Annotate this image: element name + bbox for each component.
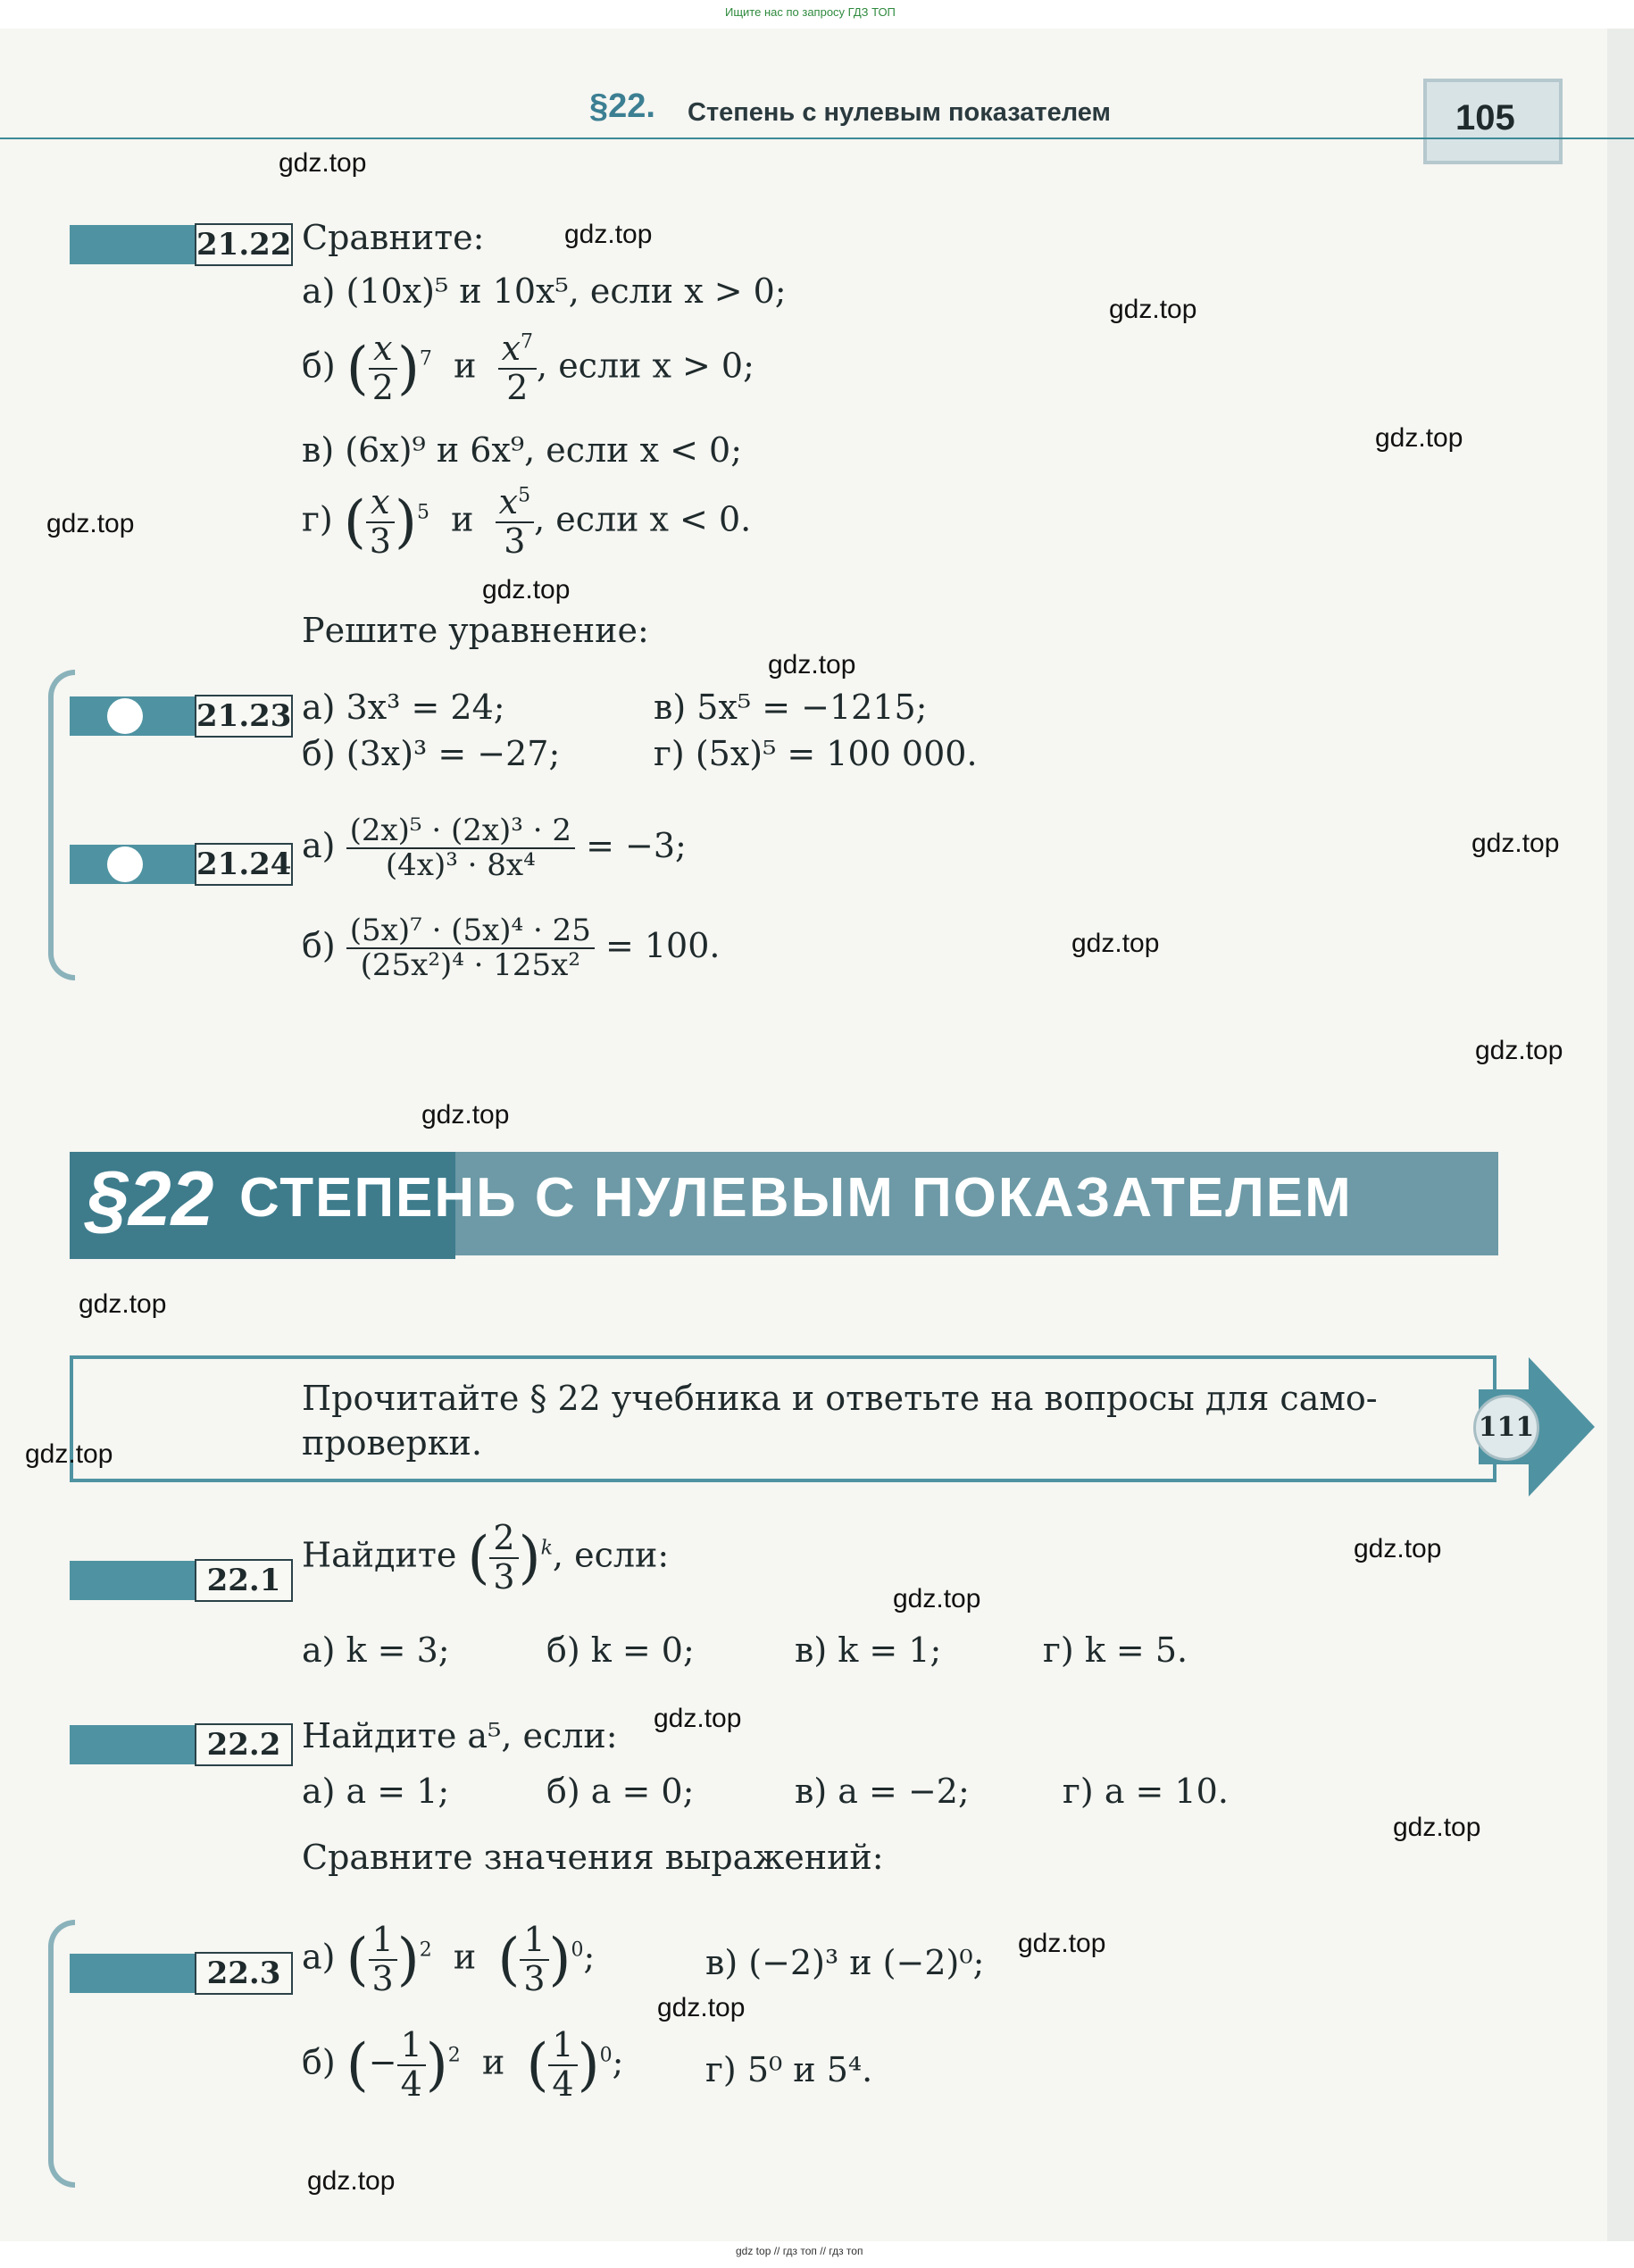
ex-21-22-a: а) (10x)⁵ и 10x⁵, если x > 0; [302,271,787,311]
exercise-number-21-24: 21.24 [195,843,293,886]
ex-21-24-a-rhs: = −3; [586,825,687,865]
ex-21-23-b: б) (3x)³ = −27; [302,734,561,773]
ex-21-22-g: г) ( $\frac{x}{3}$ )$^5$ и $\frac{x^5}{3}$ , если x < 0. [302,482,752,561]
bottom-caption: gdz top // гдз топ // гдз топ [736,2245,863,2257]
fraction-1-over-4: $\frac{1}{4}$ [548,2027,577,2104]
ex-22-2-g: г) a = 10. [1063,1772,1229,1811]
watermark: gdz.top [279,148,367,178]
watermark: gdz.top [482,575,571,605]
difficulty-dot-icon [107,698,143,734]
fraction-1-over-4: $\frac{1}{4}$ [397,2027,426,2104]
ex-21-24-b-rhs: = 100. [604,925,721,965]
ex-22-3-b: б) (− $\frac{1}{4}$ )$^2$ и ( $\frac{1}{4}$ )$^0$; [302,2025,624,2104]
watermark: gdz.top [1071,929,1160,958]
ex-21-23-v: в) 5x⁵ = −1215; [654,688,928,727]
ex-22-2-intro: Найдите a⁵, если: [302,1716,618,1755]
ex-21-22-b-mid: и [454,346,477,386]
ex-22-2-v: в) a = −2; [795,1772,970,1811]
watermark: gdz.top [1018,1929,1106,1958]
fraction-2-over-3: $\frac{2}{3}$ [489,1520,518,1597]
watermark: gdz.top [1471,829,1560,858]
watermark: gdz.top [1375,423,1463,453]
read-box-line2: проверки. [302,1423,482,1463]
ex-22-1-intro-start: Найдите [302,1535,457,1575]
watermark: gdz.top [564,220,653,249]
section-title: СТЕПЕНЬ С НУЛЕВЫМ ПОКАЗАТЕЛЕМ [239,1167,1353,1229]
fraction-1-over-3: $\frac{1}{3}$ [520,1922,548,1998]
exercise-number-22-2: 22.2 [195,1723,293,1766]
fraction-x-over-2: $\frac{x}{2}$ [369,330,397,407]
ex-22-1-b: б) k = 0; [546,1630,695,1670]
ex-21-23-a: а) 3x³ = 24; [302,688,505,727]
watermark: gdz.top [79,1289,167,1319]
paren-open: ( [467,1524,490,1591]
exercise-number-21-22: 21.22 [195,223,293,266]
ex-21-23-g: г) (5x)⁵ = 100 000. [654,734,978,773]
ex-22-3-a-mid: и [453,1937,477,1977]
ex-22-3-b-label: б) [302,2042,336,2082]
watermark: gdz.top [654,1704,742,1733]
paren-close: ) [394,488,417,555]
ex-21-24-b-label: б) [302,925,336,965]
ex-22-1-a: а) k = 3; [302,1630,450,1670]
read-box-line1: Прочитайте § 22 учебника и ответьте на вопросы для само- [302,1379,1378,1418]
page-edge-shadow [1607,29,1634,2241]
ex-21-22-b-end: , если x > 0; [537,346,754,386]
ex-22-3-b-end: ; [612,2042,624,2082]
paren-open: ( [497,1926,521,1993]
section-number: §22 [86,1156,214,1242]
paren-close: ) [577,2031,600,2098]
ex-22-3-a: а) ( $\frac{1}{3}$ )$^2$ и ( $\frac{1}{3}$ )$^0$; [302,1920,596,1998]
header-title: Степень с нулевым показателем [688,98,1111,127]
paren-close: ) [548,1926,571,1993]
ex-21-24-a [302,814,687,883]
watermark: gdz.top [25,1439,113,1469]
watermark: gdz.top [657,1993,746,2022]
fraction-x7-over-2: $\frac{x^7}{2}$ [498,330,537,407]
ex-21-22-g-label: г) [302,499,333,539]
paren-close: ) [518,1524,541,1591]
watermark: gdz.top [768,650,856,680]
watermark: gdz.top [421,1100,510,1130]
fraction-1-over-3: $\frac{1}{3}$ [369,1922,397,1998]
ex-21-22-intro: Сравните: [302,218,485,257]
watermark: gdz.top [1109,295,1197,324]
textbook-page [0,29,1634,2241]
watermark: gdz.top [893,1584,981,1613]
ex-21-24-b [302,914,720,983]
textbook-page-badge: 111 [1473,1395,1539,1461]
fraction-x-over-3: $\frac{x}{3}$ [366,484,395,561]
ex-22-1-g: г) k = 5. [1043,1630,1188,1670]
ex-22-3-a-label: а) [302,1937,336,1977]
exercise-number-22-3: 22.3 [195,1952,293,1995]
ex-22-3-a-end: ; [583,1937,596,1977]
paren-open: ( [346,2031,369,2098]
read-textbook-box [70,1355,1496,1482]
ex-22-1-intro: Найдите ( $\frac{2}{3}$ )$^k$, если: [302,1518,670,1597]
exercise-number-22-1: 22.1 [195,1559,293,1602]
paren-open: ( [526,2031,549,2098]
paren-close: ) [396,335,420,402]
top-caption: Ищите нас по запросу ГДЗ ТОП [725,5,896,19]
ex-22-3-b-mid: и [481,2042,505,2082]
header-section: §22. [589,88,655,125]
ex-21-24-a-fraction: $\frac{\text{(2x)⁵ · (2x)³ · 2}}{\text{(4x)³ · 8x⁴}}$ [346,814,575,883]
ex-21-24-b-fraction: $\frac{\text{(5x)⁷ · (5x)⁴ · 25}}{\text{(25x²)⁴ · 125x²}}$ [346,914,595,983]
ex-21-22-b: б) ( $\frac{x}{2}$ )$^7$ и $\frac{x^7}{2}$ , если x > 0; [302,329,754,407]
ex-21-22-g-mid: и [451,499,474,539]
watermark: gdz.top [307,2166,396,2196]
paren-close: ) [425,2031,448,2098]
ex-21-22-b-label: б) [302,346,336,386]
watermark: gdz.top [1354,1534,1442,1563]
paren-open: ( [346,335,369,402]
exercise-number-21-23: 21.23 [195,695,293,738]
solve-heading: Решите уравнение: [302,611,649,650]
ex-21-22-g-end: , если x < 0. [534,499,752,539]
header-rule [0,138,1634,139]
ex-22-3-v: в) (−2)³ и (−2)⁰; [705,1943,985,1982]
watermark: gdz.top [1475,1036,1563,1065]
page-number: 105 [1455,98,1515,138]
paren-open: ( [346,1926,369,1993]
ex-21-24-a-label: а) [302,825,336,865]
watermark: gdz.top [1393,1813,1481,1842]
fraction-x5-over-3: $\frac{x^5}{3}$ [496,484,534,561]
ex-21-22-v: в) (6x)⁹ и 6x⁹, если x < 0; [302,430,742,470]
compare-heading: Сравните значения выражений: [302,1838,884,1877]
paren-open: ( [343,488,366,555]
ex-22-1-intro-end: , если: [552,1535,670,1575]
ex-22-2-b: б) a = 0; [546,1772,695,1811]
paren-close: ) [396,1926,420,1993]
ex-22-1-v: в) k = 1; [795,1630,942,1670]
ex-22-3-g: г) 5⁰ и 5⁴. [705,2050,873,2089]
difficulty-dot-icon [107,846,143,882]
ex-22-2-a: а) a = 1; [302,1772,450,1811]
watermark: gdz.top [46,509,135,538]
